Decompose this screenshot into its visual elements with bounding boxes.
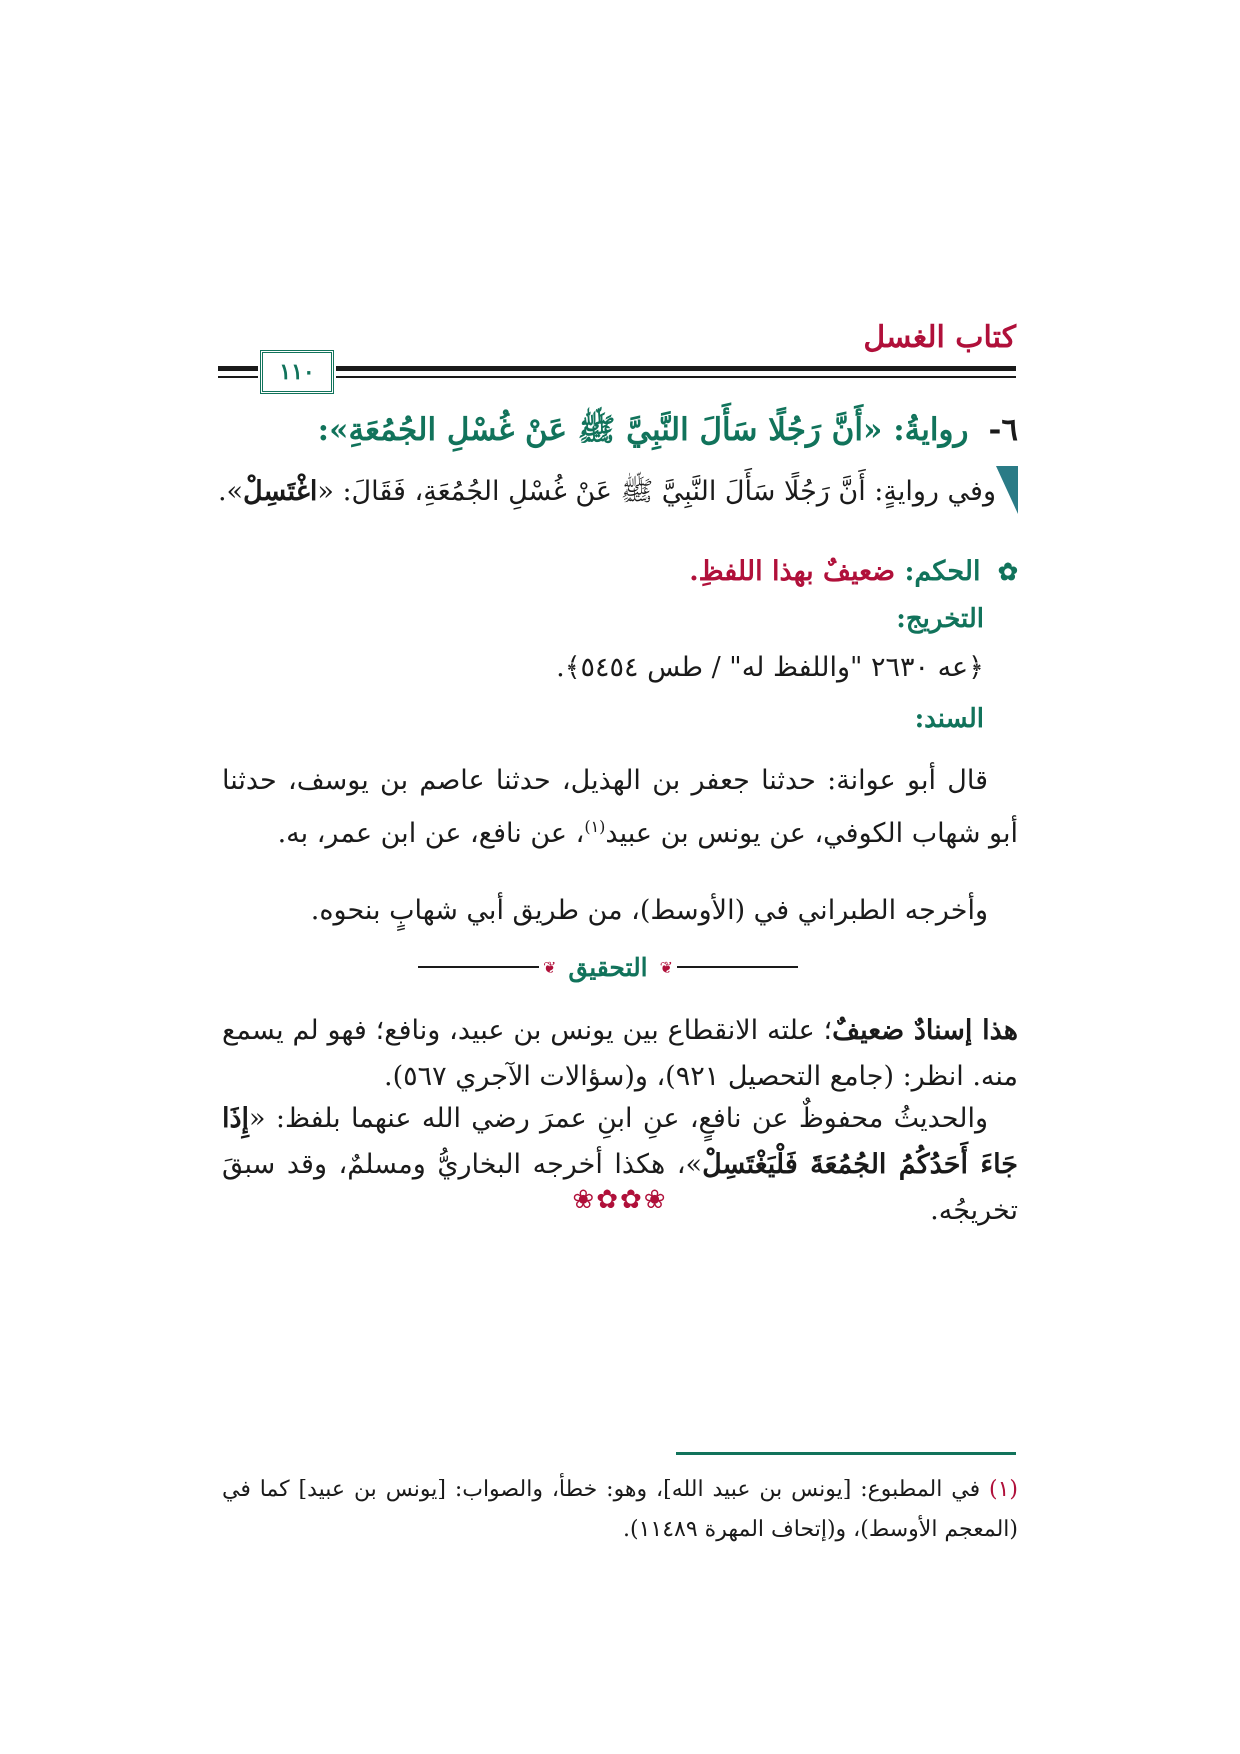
hadith-heading [218, 408, 1018, 452]
divider-ornament-icon: ❦ [659, 957, 674, 977]
riwaya-quote: اغْتَسِلْ [243, 476, 318, 507]
hukm-line [218, 552, 1018, 592]
tahqiq-paragraph-1 [222, 1008, 1018, 1100]
divider-line [677, 966, 798, 968]
footnote [222, 1470, 1018, 1550]
hadith-number: ٦- [988, 412, 1018, 448]
tahqiq-text: ؛ علته الانقطاع بين يونس بن عبيد، ونافع؛ فهو لم يسمع منه. انظر: (جامع التحصيل ٩٢١)، و(سؤالات الآجري ٥٦٧). [222, 1015, 1018, 1092]
running-header [218, 318, 1016, 398]
rosette-icon: ✿ [997, 557, 1018, 586]
footnote-rule [676, 1452, 1016, 1455]
riwaya-text [216, 470, 996, 514]
tahqiq-quote: إِذَا جَاءَ أَحَدُكُمُ الجُمُعَةَ فَلْيَغْتَسِلْ [222, 1103, 1018, 1180]
page-number: ١١٠ [260, 350, 334, 394]
riwaya-prefix: وفي روايةٍ: أَنَّ رَجُلًا سَأَلَ النَّبِيَّ ﷺ عَنْ غُسْلِ الجُمُعَةِ، فَقَالَ: « [317, 476, 996, 507]
footnote-number: (١) [988, 1477, 1018, 1502]
sanad-text-b: ، عن نافع، عن ابن عمر، به. [277, 818, 585, 849]
corner-mark-icon [996, 466, 1018, 514]
tahqiq-bold: هذا إسنادٌ ضعيفٌ [832, 1015, 1018, 1046]
sanad-text-2: وأخرجه الطبراني في (الأوسط)، من طريق أبي شهابٍ بنحوه. [310, 895, 988, 926]
hukm-label: الحكم: [904, 556, 981, 587]
hukm-text: ضعيفٌ بهذا اللفظِ. [689, 556, 896, 587]
tahqiq-text-2a: والحديثُ محفوظٌ عن نافعٍ، عنِ ابنِ عمرَ رضي الله عنهما بلفظ: « [249, 1103, 988, 1134]
divider-line [418, 966, 539, 968]
sanad-label: السند: [914, 704, 984, 734]
end-ornament-icon: ❀✿✿❀ [572, 1185, 668, 1215]
sanad-paragraph [222, 758, 1018, 857]
chapter-title: كتاب الغسل [863, 320, 1016, 355]
tahqiq-label: التحقيق [568, 952, 648, 982]
header-rule-thin [218, 376, 1016, 378]
divider-ornament-icon: ❦ [542, 957, 557, 977]
footnote-ref[interactable]: (١) [584, 817, 606, 836]
takhrij-label: التخريج: [896, 604, 984, 634]
sanad-paragraph-2 [222, 888, 1018, 934]
sanad-text-a: قال أبو عوانة: حدثنا جعفر بن الهذيل، حدثنا عاصم بن يوسف، حدثنا أبو شهاب الكوفي، عن يونس بن عبيد [222, 765, 1018, 849]
tahqiq-text-2b: »، هكذا أخرجه البخاريُّ ومسلمٌ، وقد سبقَ تخريجُه. [222, 1149, 1018, 1226]
header-rule-thick [218, 366, 1016, 371]
takhrij-text: ﴿عه ٢٦٣٠ "واللفظ له" / طس ٥٤٥٤﴾. [556, 652, 984, 683]
footnote-text: في المطبوع: [يونس بن عبيد الله]، وهو: خطأ، والصواب: [يونس بن عبيد] كما في (المعجم الأوسط)، و(إتحاف المهرة ١١٤٨٩). [222, 1477, 1018, 1542]
hadith-title-text: روايةُ: «أَنَّ رَجُلًا سَأَلَ النَّبِيَّ ﷺ عَنْ غُسْلِ الجُمُعَةِ»: [317, 412, 969, 448]
tahqiq-divider [418, 950, 798, 984]
riwaya-suffix: ». [217, 476, 244, 507]
